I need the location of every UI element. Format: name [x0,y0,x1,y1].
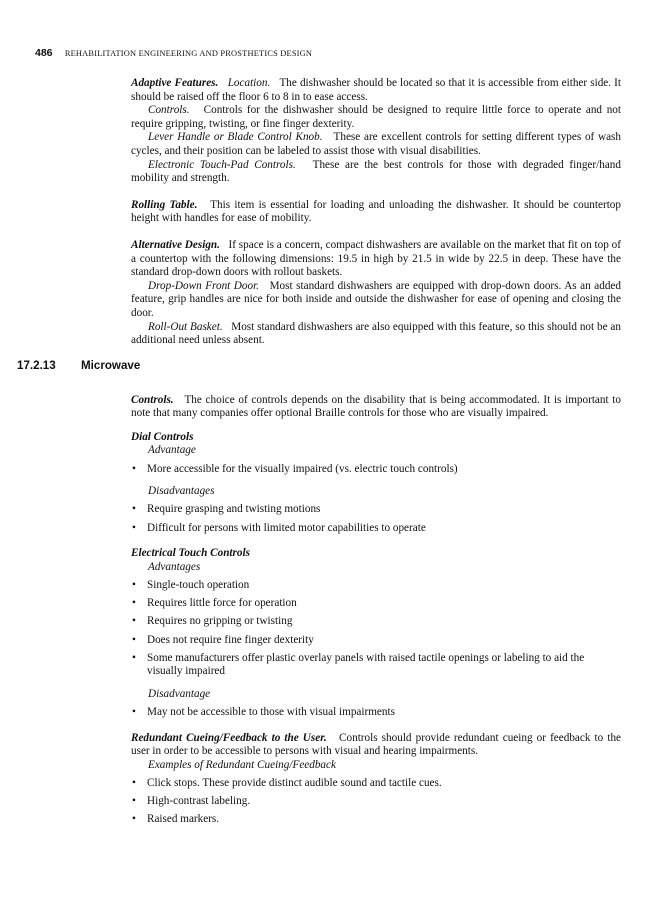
roll-out-basket-text: Most standard dishwashers are also equipped with this feature, so this should not be an additional need unless absent. [131,320,621,347]
controls-label: Controls. [148,104,190,117]
page-number: 486 [35,47,53,59]
redundant-cueing-paragraph [131,732,621,759]
list-item: • Requires little force for operation [131,597,621,611]
controls-text: Controls for the dishwasher should be designed to require little force to operate and not require gripping, twisting, or fine finger dexterity. [131,104,621,130]
running-head-title: REHABILITATION ENGINEERING AND PROSTHETICS DESIGN [64,49,313,58]
electrical-advantages-list [131,579,621,679]
microwave-controls-text: The choice of controls depends on the disability that is being accommodated. It is important to note that many companies offer optional Braille controls for those who are visually impaired. [131,393,621,420]
roll-out-basket-paragraph [131,321,621,348]
alternative-design-heading: Alternative Design. [131,238,220,251]
section-title: Microwave [81,359,141,372]
rolling-table-paragraph [131,199,621,226]
list-item: • Require grasping and twisting motions [131,503,621,517]
list-item: • Some manufacturers offer plastic overlay panels with raised tactile openings or labeling to aid the visually impaired [131,652,621,679]
dial-disadvantage-label: Disadvantages [148,485,215,498]
alternative-design-text: If space is a concern, compact dishwashers are available on the market that fit on top of a countertop with the following dimensions: 19.5 in high by 21.5 in wide by 22.5 in deep. These have the standard drop-down doors with rollout baskets. [131,238,621,279]
microwave-controls-heading: Controls. [131,393,174,406]
electrical-disadvantage-label: Disadvantage [148,687,211,700]
list-item: • Requires no gripping or twisting [131,615,621,629]
adaptive-location-paragraph [131,77,621,104]
electrical-touch-heading: Electrical Touch Controls [131,547,250,560]
touch-pad-text: These are the best controls for those with degraded finger/hand mobility and strength. [131,158,621,185]
list-item: • Difficult for persons with limited motor capabilities to operate [131,522,621,536]
running-head [35,47,635,59]
lever-handle-paragraph [131,131,621,158]
list-item: • More accessible for the visually impaired (vs. electric touch controls) [131,463,621,477]
touch-pad-label: Electronic Touch-Pad Controls. [148,158,296,171]
list-item: • Does not require fine finger dexterity [131,634,621,648]
touch-pad-paragraph [131,159,621,186]
electrical-advantage-label: Advantages [148,560,201,573]
dial-advantages-list [131,463,621,477]
lever-handle-label: Lever Handle or Blade Control Knob. [148,131,323,144]
section-number: 17.2.13 [17,359,56,372]
redundant-examples-label: Examples of Redundant Cueing/Feedback [148,758,336,771]
alternative-design-paragraph [131,239,621,280]
adaptive-features-heading: Adaptive Features. [131,77,219,89]
drop-down-door-text: Most standard dishwashers are equipped with drop-down doors. As an added feature, grip handles are nice for both inside and outside the dishwasher for ease of opening and closing the door. [131,279,621,319]
location-label: Location. [227,77,271,89]
drop-down-door-label: Drop-Down Front Door. [148,279,259,292]
lever-handle-text: These are excellent controls for setting different types of wash cycles, and their position can be labeled to assist those with visual disabilities. [131,131,621,157]
dial-disadvantages-list [131,503,621,535]
roll-out-basket-label: Roll-Out Basket. [148,320,223,333]
page-body [131,77,621,827]
drop-down-door-paragraph [131,280,621,321]
dial-advantage-label: Advantage [148,444,196,457]
dial-controls-heading: Dial Controls [131,430,194,443]
list-item: • Raised markers. [131,813,621,827]
adaptive-controls-paragraph [131,104,621,131]
redundant-cueing-heading: Redundant Cueing/Feedback to the User. [131,731,327,744]
list-item: • Single-touch operation [131,579,621,593]
location-text: The dishwasher should be located so that it is accessible from either side. It should be raised off the floor 6 to 8 in to ease access. [131,77,621,103]
section-heading [17,359,140,372]
redundant-cueing-text: Controls should provide redundant cueing or feedback to the user in order to be accessible to persons with visual and hearing impairments. [131,731,622,758]
list-item: • Click stops. These provide distinct audible sound and tactile cues. [131,777,621,791]
electrical-disadvantages-list [131,706,621,720]
section-spacer [131,348,621,394]
rolling-table-heading: Rolling Table. [131,198,198,211]
microwave-controls-paragraph [131,394,621,421]
list-item: • May not be accessible to those with visual impairments [131,706,621,720]
list-item: • High-contrast labeling. [131,795,621,809]
rolling-table-text: This item is essential for loading and unloading the dishwasher. It should be countertop height with handles for ease of mobility. [131,198,621,225]
redundant-examples-list [131,777,621,827]
